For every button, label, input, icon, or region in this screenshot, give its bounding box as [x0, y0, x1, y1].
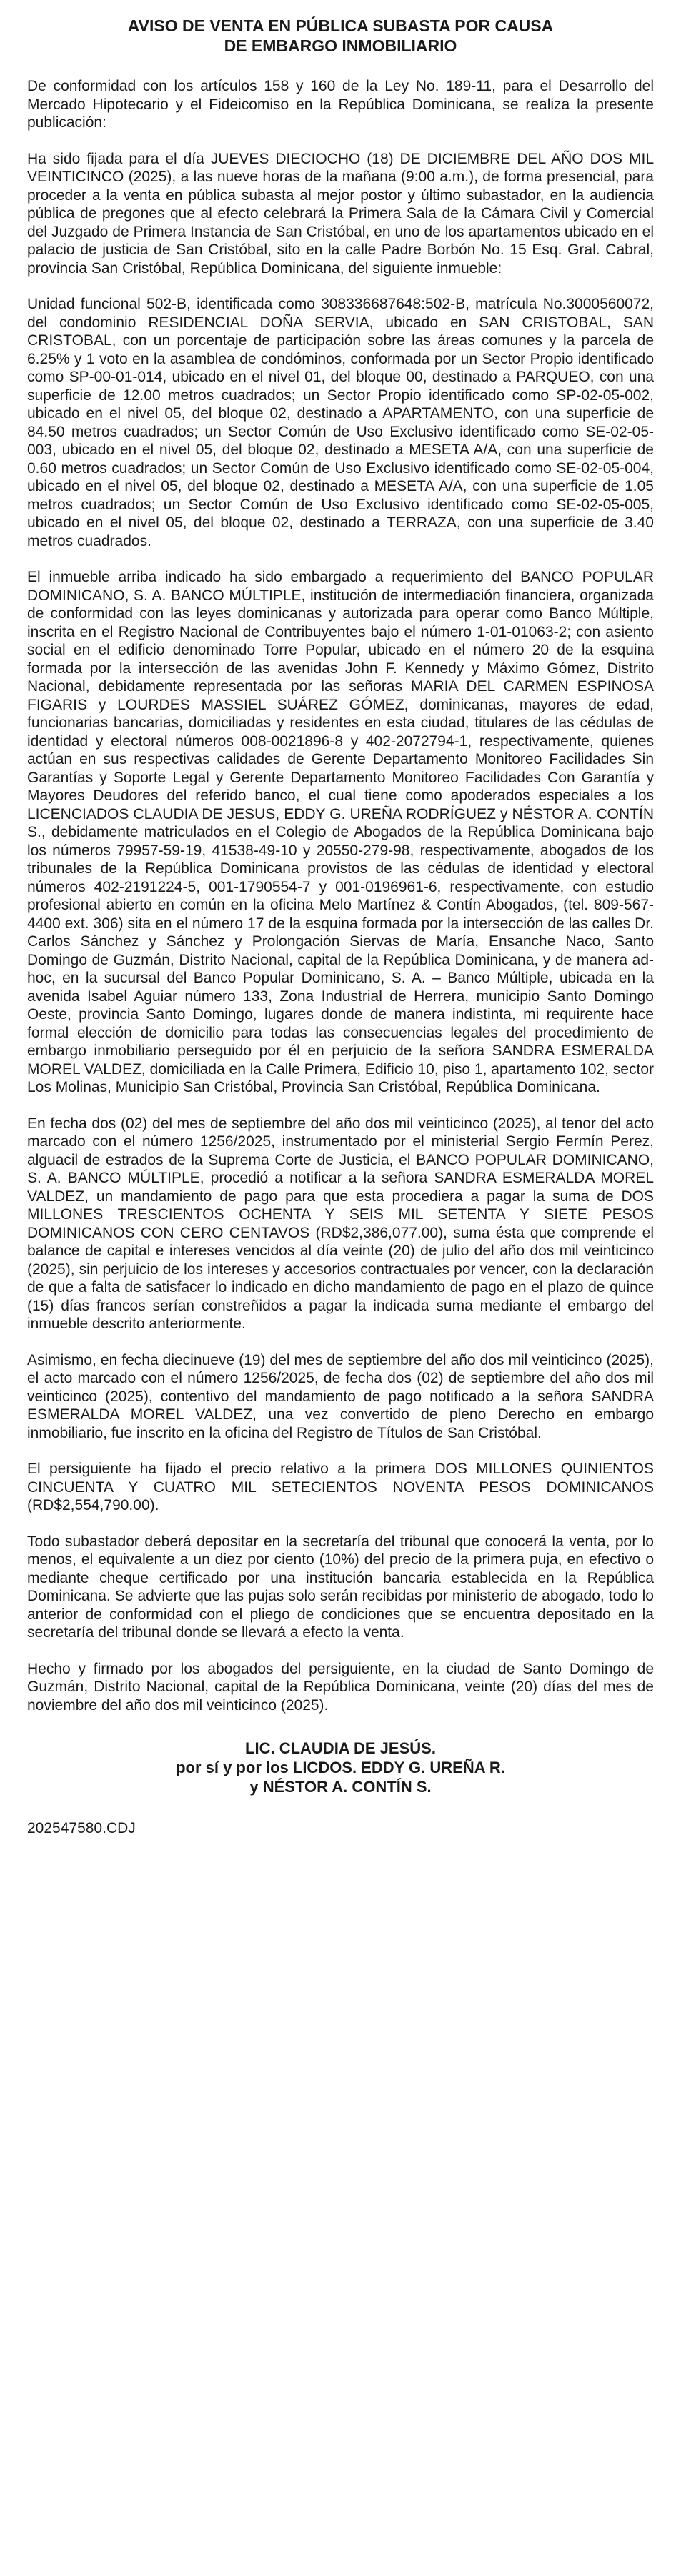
price-paragraph: El persiguiente ha fijado el precio relativo a la primera DOS MILLONES QUINIENTOS CINCUENTA Y CUATRO MIL SETECIENTOS NOVENTA PESOS DOMINICANOS (RD$2,554,790.00). [27, 1461, 654, 1513]
signature-block [27, 1739, 654, 1796]
notice-title-line: DE EMBARGO INMOBILIARIO [224, 36, 457, 55]
reference-code: 202547580.CDJ [27, 1820, 136, 1836]
notice-title-line: AVISO DE VENTA EN PÚBLICA SUBASTA POR CAUSA [127, 16, 554, 35]
intro-paragraph: De conformidad con los artículos 158 y 160 de la Ley No. 189-11, para el Desarrollo del Mercado Hipotecario y el Fideicomiso en la República Dominicana, se realiza la presente publicación: [27, 78, 654, 131]
signature-line: y NÉSTOR A. CONTÍN S. [249, 1778, 432, 1796]
auction-date-paragraph: Ha sido fijada para el día JUEVES DIECIOCHO (18) DE DICIEMBRE DEL AÑO DOS MIL VEINTICINCO (2025), a las nueve horas de la mañana (9:00 a.m.), de forma presencial, para proceder a la venta en pública subasta al mejor postor y último subastador, en la audiencia pública de pregones que al efecto celebrará la Primera Sala de la Cámara Civil y Comercial del Juzgado de Primera Instancia de San Cristóbal, en uno de los apartamentos ubicado en el palacio de justicia de San Cristóbal, sito en la calle Padre Borbón No. 15 Esq. Gral. Cabral, provincia San Cristóbal, República Dominicana, del siguiente inmueble: [27, 150, 654, 277]
signature-line: LIC. CLAUDIA DE JESÚS. [245, 1739, 436, 1757]
signature-line: por sí y por los LICDOS. EDDY G. UREÑA R. [176, 1759, 505, 1776]
notice-title [27, 16, 654, 56]
signing-paragraph: Hecho y firmado por los abogados del persiguiente, en la ciudad de Santo Domingo de Guzmán, Distrito Nacional, capital de la República Dominicana, veinte (20) días del mes de noviembre del año dos mil veinticinco (2025). [27, 1660, 654, 1714]
deposit-paragraph: Todo subastador deberá depositar en la secretaría del tribunal que conocerá la venta, por lo menos, el equivalente a un diez por ciento (10%) del precio de la primera puja, en efectivo o mediante cheque certificado por una institución bancaria establecida en la República Dominicana. Se advierte que las pujas solo serán recibidas por ministerio de abogado, todo lo anterior de conformidad con el pliego de condiciones que se encuentra depositado en la secretaría del tribunal donde se llevará a efecto la venta. [27, 1533, 654, 1641]
payment-order-paragraph: En fecha dos (02) del mes de septiembre del año dos mil veinticinco (2025), al tenor del acto marcado con el número 1256/2025, instrumentado por el ministerial Sergio Fermín Perez, alguacil de estrados de la Suprema Corte de Justicia, el BANCO POPULAR DOMINICANO, S. A. BANCO MÚLTIPLE, procedió a notificar a la señora SANDRA ESMERALDA MOREL VALDEZ, un mandamiento de pago para que esta procediera a pagar la suma de DOS MILLONES TRESCIENTOS OCHENTA Y SEIS MIL SETENTA Y SIETE PESOS DOMINICANOS CON CERO CENTAVOS (RD$2,386,077.00), suma ésta que comprende el balance de capital e intereses vencidos al día veinte (20) de julio del año dos mil veinticinco (2025), sin perjuicio de los intereses y accesorios contractuales por vencer, con la declaración de que a falta de satisfacer lo indicado en dicho mandamiento de pago en el plazo de quince (15) días francos serían constreñidos a pagar la indicada suma mediante el embargo del inmueble descrito anteriormente. [27, 1115, 654, 1332]
property-description-paragraph: Unidad funcional 502-B, identificada como 308336687648:502-B, matrícula No.3000560072, del condominio RESIDENCIAL DOÑA SERVIA, ubicado en SAN CRISTOBAL, SAN CRISTOBAL, con un porcentaje de participación sobre las áreas comunes y la parcela de 6.25% y 1 voto en la asamblea de condóminos, conformada por un Sector Propio identificado como SP-00-01-014, ubicado en el nivel 01, del bloque 00, destinado a PARQUEO, con una superficie de 12.00 metros cuadrados; un Sector Propio identificado como SP-02-05-002, ubicado en el nivel 05, del bloque 02, destinado a APARTAMENTO, con una superficie de 84.50 metros cuadrados; un Sector Común de Uso Exclusivo identificado como SE-02-05-003, ubicado en el nivel 05, del bloque 02, destinado a MESETA A/A, con una superficie de 0.60 metros cuadrados; un Sector Común de Uso Exclusivo identificado como SE-02-05-004, ubicado en el nivel 05, del bloque 02, destinado a MESETA A/A, con una superficie de 1.05 metros cuadrados; un Sector Común de Uso Exclusivo identificado como SE-02-05-005, ubicado en el nivel 05, del bloque 02, destinado a TERRAZA, con una superficie de 3.40 metros cuadrados. [27, 296, 654, 549]
creditor-paragraph: El inmueble arriba indicado ha sido embargado a requerimiento del BANCO POPULAR DOMINICANO, S. A. BANCO MÚLTIPLE, institución de intermediación financiera, organizada de conformidad con las leyes dominicanas y autorizada para operar como Banco Múltiple, inscrita en el Registro Nacional de Contribuyentes bajo el número 1-01-01063-2; con asiento social en el edificio denominado Torre Popular, ubicado en el número 20 de la esquina formada por la intersección de las avenidas John F. Kennedy y Máximo Gómez, Distrito Nacional, debidamente representada por las señoras MARIA DEL CARMEN ESPINOSA FIGARIS y LOURDES MASSIEL SUÁREZ GÓMEZ, dominicanas, mayores de edad, funcionarias bancarias, domiciliadas y residentes en esta ciudad, titulares de las cédulas de identidad y electoral números 008-0021896-8 y 402-2072794-1, respectivamente, quienes actúan en sus respectivas calidades de Gerente Departamento Monitoreo Facilidades Sin Garantías y Soporte Legal y Gerente Departamento Monitoreo Facilidades Con Garantía y Mayores Deudores del referido banco, el cual tiene como apoderados especiales a los LICENCIADOS CLAUDIA DE JESUS, EDDY G. UREÑA RODRÍGUEZ y NÉSTOR A. CONTÍN S., debidamente matriculados en el Colegio de Abogados de la República Dominicana bajo los números 79957-59-19, 41538-49-10 y 20550-279-98, respectivamente, abogados de los tribunales de la República Dominicana provistos de las cédulas de identidad y electoral números 402-2191224-5, 001-1790554-7 y 001-0196961-6, respectivamente, con estudio profesional abierto en común en la oficina Melo Martínez & Contín Abogados, (tel. 809-567-4400 ext. 306) sita en el número 17 de la esquina formada por la intersección de las calles Dr. Carlos Sánchez y Sánchez y Prolongación Siervas de María, Ensanche Naco, Santo Domingo de Guzmán, Distrito Nacional, capital de la República Dominicana, y de manera ad-hoc, en la sucursal del Banco Popular Dominicano, S. A. – Banco Múltiple, ubicada en la avenida Isabel Aguiar número 133, Zona Industrial de Herrera, municipio Santo Domingo Oeste, provincia Santo Domingo, lugares donde de manera indistinta, mi requirente hace formal elección de domicilio para todas las consecuencias legales del procedimiento de embargo inmobiliario perseguido por él en perjuicio de la señora SANDRA ESMERALDA MOREL VALDEZ, domiciliada en la Calle Primera, Edificio 10, piso 1, apartamento 102, sector Los Molinas, Municipio San Cristóbal, Provincia San Cristóbal, República Dominicana. [27, 569, 654, 1095]
registration-paragraph: Asimismo, en fecha diecinueve (19) del mes de septiembre del año dos mil veinticinco (2025), el acto marcado con el número 1256/2025, de fecha dos (02) de septiembre del año dos mil veinticinco (2025), contentivo del mandamiento de pago notificado a la señora SANDRA ESMERALDA MOREL VALDEZ, una vez convertido de pleno Derecho en embargo inmobiliario, fue inscrito en la oficina del Registro de Títulos de San Cristóbal. [27, 1351, 654, 1441]
